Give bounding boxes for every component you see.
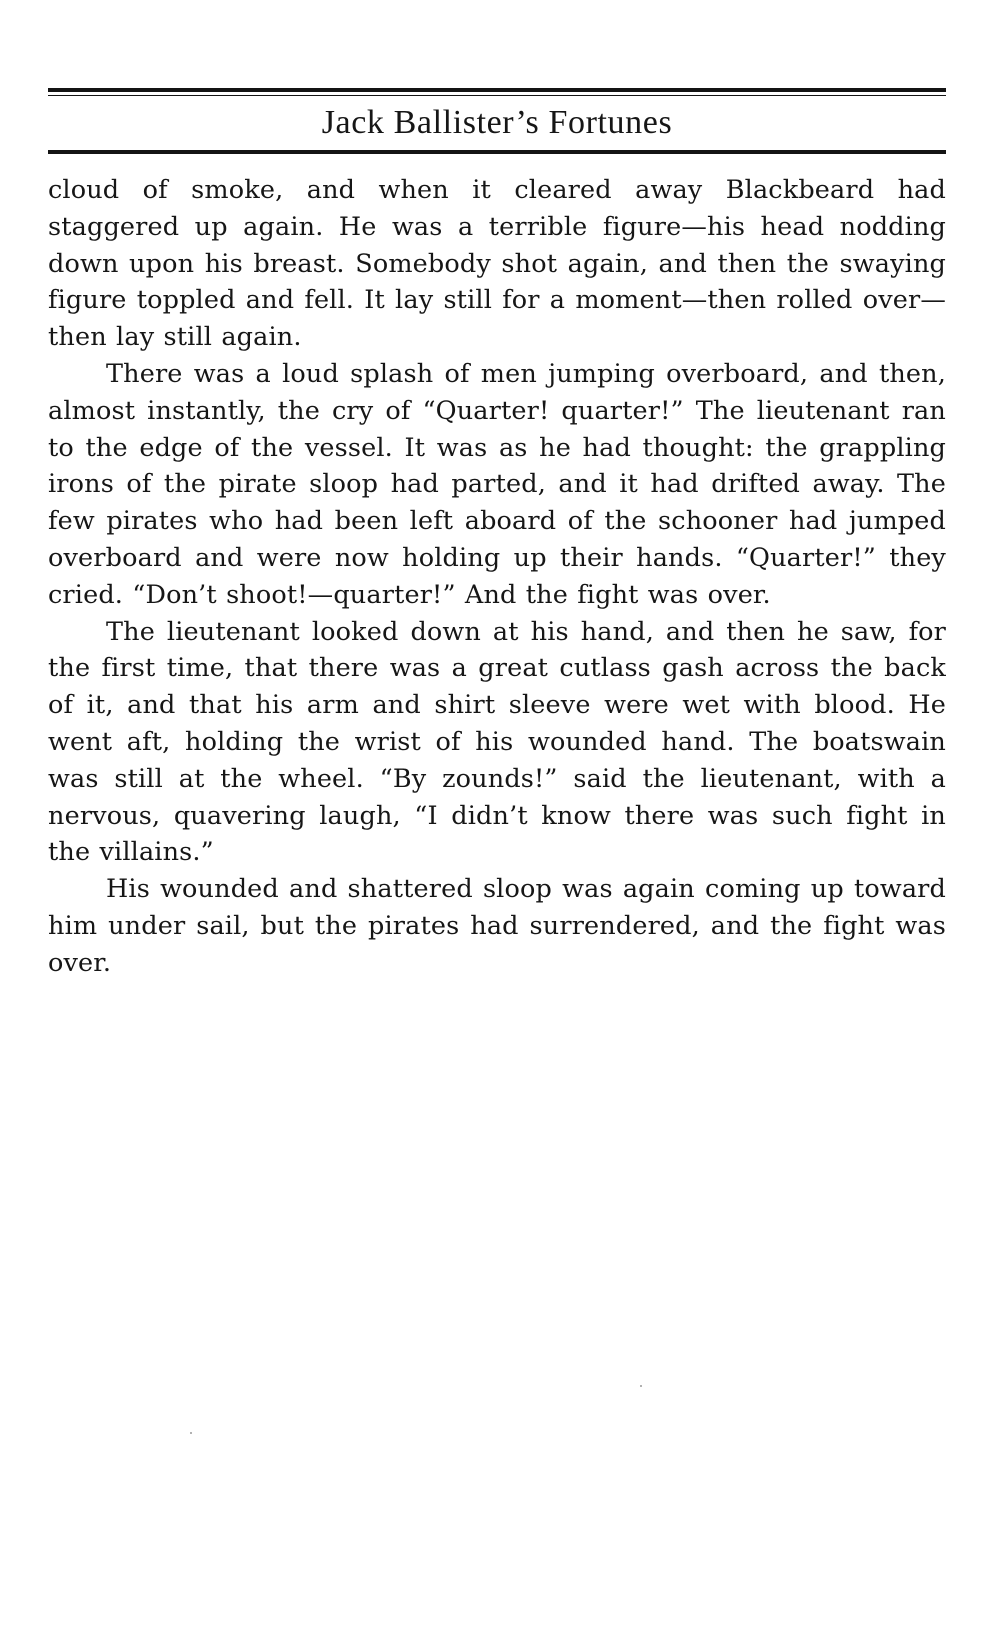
scan-speck <box>190 1432 192 1434</box>
paragraph-2: There was a loud splash of men jumping overboard, and then, almost instantly, the cry of “Quarter! quarter!” The lieutenant ran to the edge of the vessel. It was as he had thought: the grappling irons of the pirate sloop had parted, and it had drifted away. The few pirates who had been left aboard of the schooner had jumped overboard and were now holding up their hands. “Quarter!” they cried. “Don’t shoot!—quarter!” And the fight was over. <box>48 358 946 610</box>
header-rule-bottom <box>48 150 946 154</box>
scan-speck <box>640 1385 642 1387</box>
header-rule-top <box>48 88 946 92</box>
paragraph-1: cloud of smoke, and when it cleared away Blackbeard had staggered up again. He was a terrible figure—his head nodding down upon his breast. Somebody shot again, and then the swaying figure toppled and fell. It lay still for a moment—then rolled over—then lay still again. <box>48 175 946 353</box>
header-rule-top-thin <box>48 95 946 96</box>
running-head: Jack Ballister’s Fortunes <box>321 104 673 141</box>
paragraph-3: The lieutenant looked down at his hand, and then he saw, for the first time, that there was a great cutlass gash across the back of it, and that his arm and shirt sleeve were wet with blood. He went aft, holding the wrist of his wounded hand. The boatswain was still at the wheel. “By zounds!” said the lieutenant, with a nervous, quavering laugh, “I didn’t know there was such fight in the villains.” <box>48 616 946 868</box>
book-page <box>48 88 946 982</box>
body-text <box>48 172 946 982</box>
paragraph-4: His wounded and shattered sloop was again coming up toward him under sail, but the pirates had surrendered, and the fight was over. <box>48 874 946 978</box>
